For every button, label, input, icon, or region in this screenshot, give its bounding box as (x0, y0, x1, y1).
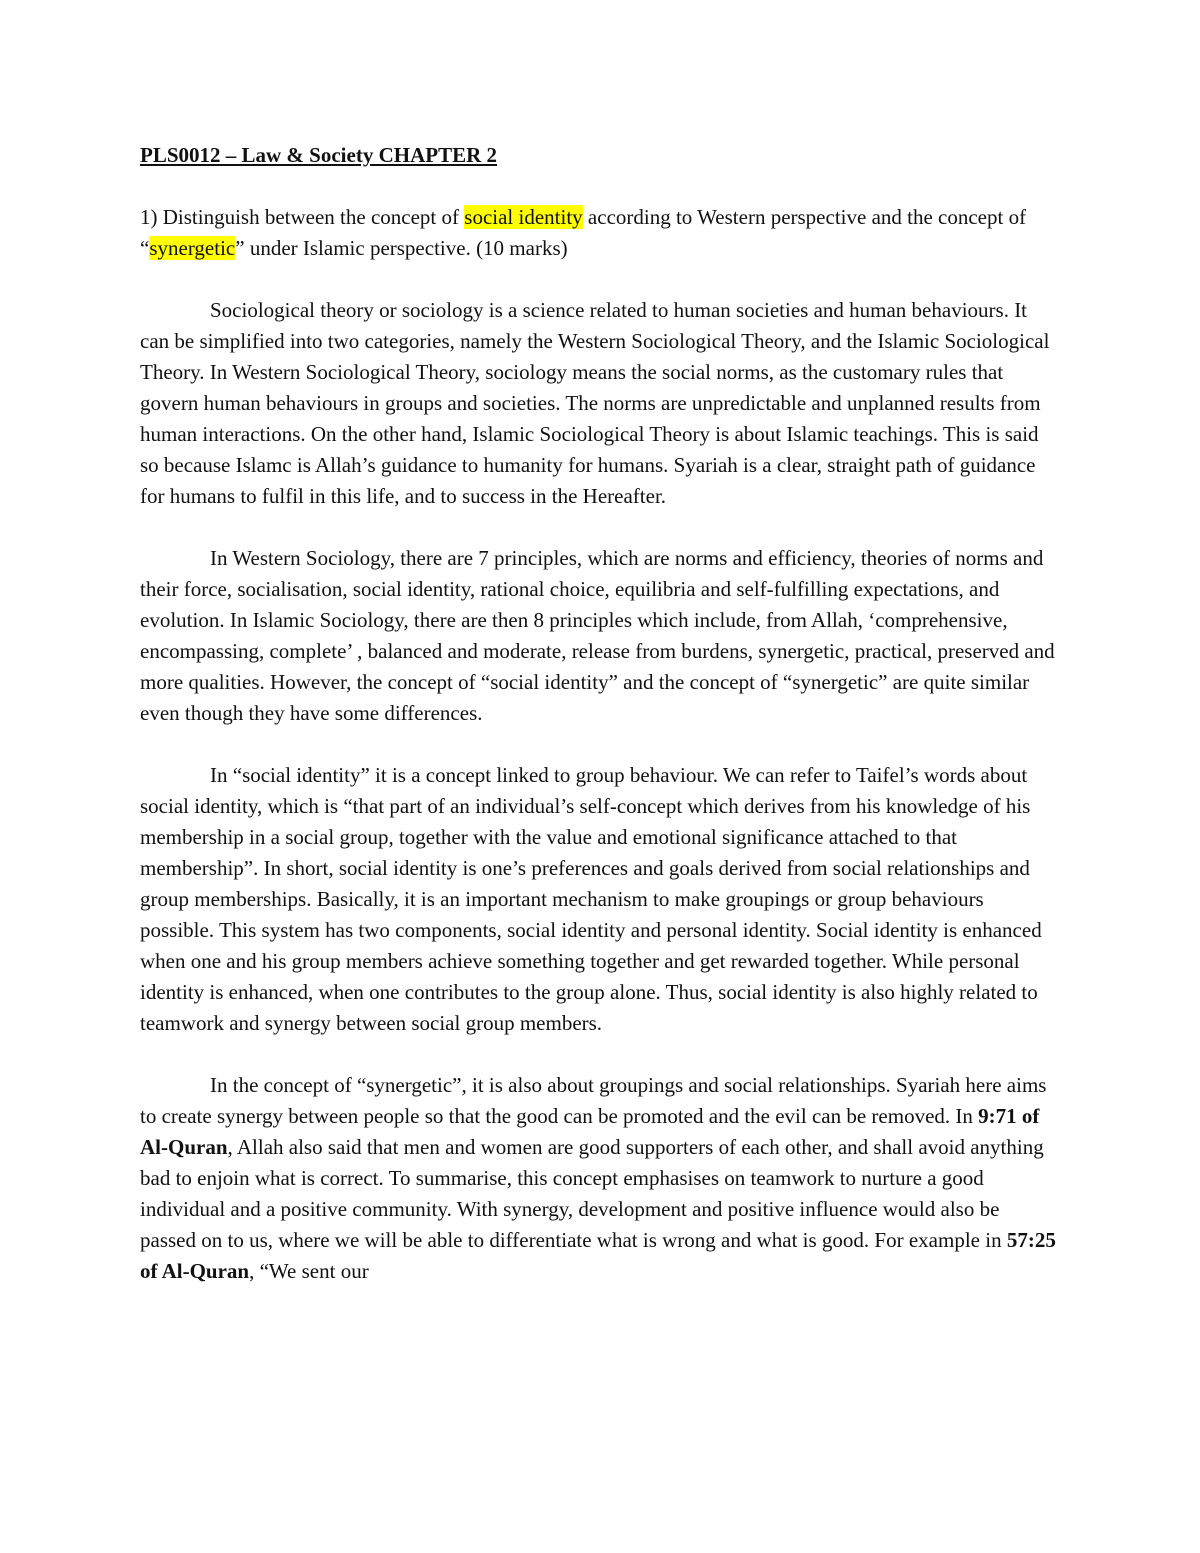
paragraph-principles: In Western Sociology, there are 7 principles, which are norms and efficiency, theories of norms and their force, socialisation, social identity, rational choice, equilibria and self-fulfilling expectations, and evolution. In Islamic Sociology, there are then 8 principles which include, from Allah, ‘comprehensive, encompassing, complete’ , balanced and moderate, release from burdens, synergetic, practical, preserved and more qualities. However, the concept of “social identity” and the concept of “synergetic” are quite similar even though they have some differences. (140, 546, 1055, 725)
question-number: 1) (140, 205, 158, 229)
paragraph-sociological-theory: Sociological theory or sociology is a science related to human societies and human behaviours. It can be simplified into two categories, namely the Western Sociological Theory, and the Islamic Sociological Theory. In Western Sociological Theory, sociology means the social norms, as the customary rules that govern human behaviours in groups and societies. The norms are unpredictable and unplanned results from human interactions. On the other hand, Islamic Sociological Theory is about Islamic teachings. This is said so because Islamc is Allah’s guidance to humanity for humans. Syariah is a clear, straight path of guidance for humans to fulfil in this life, and to success in the Hereafter. (140, 298, 1050, 508)
synergetic-text-3: , “We sent our (249, 1259, 369, 1283)
document-body (140, 140, 1060, 1318)
synergetic-text-1: In the concept of “synergetic”, it is also about groupings and social relationships. Syariah here aims to create synergy between people so that the good can be promoted and the evil can be removed. In (140, 1073, 1047, 1128)
question-prompt (140, 202, 1060, 264)
highlight-social-identity: social identity (464, 205, 583, 229)
synergetic-text-2: , Allah also said that men and women are good supporters of each other, and shall avoid anything bad to enjoin what is correct. To summarise, this concept emphasises on teamwork to nurture a good individual and a positive community. With synergy, development and positive influence would also be passed on to us, where we will be able to differentiate what is wrong and what is good. For example in (140, 1135, 1044, 1252)
quran-reference-9-71: 9:71 of Al-Quran (140, 1104, 1040, 1159)
question-text-2: according to Western perspective and the concept of “ (140, 205, 1027, 260)
question-text-1: Distinguish between the concept of (162, 205, 460, 229)
question-text-3: ” under Islamic perspective. (10 marks) (235, 236, 568, 260)
paragraph-synergetic (140, 1070, 1060, 1287)
document-title: PLS0012 – Law & Society CHAPTER 2 (140, 143, 497, 167)
highlight-synergetic: synergetic (149, 236, 236, 260)
paragraph-social-identity: In “social identity” it is a concept linked to group behaviour. We can refer to Taifel’s words about social identity, which is “that part of an individual’s self-concept which derives from his knowledge of his membership in a social group, together with the value and emotional significance attached to that membership”. In short, social identity is one’s preferences and goals derived from social relationships and group memberships. Basically, it is an important mechanism to make groupings or group behaviours possible. This system has two components, social identity and personal identity. Social identity is enhanced when one and his group members achieve something together and get rewarded together. While personal identity is enhanced, when one contributes to the group alone. Thus, social identity is also highly related to teamwork and synergy between social group members. (140, 763, 1042, 1035)
quran-reference-57-25: 57:25 of Al-Quran (140, 1228, 1056, 1283)
